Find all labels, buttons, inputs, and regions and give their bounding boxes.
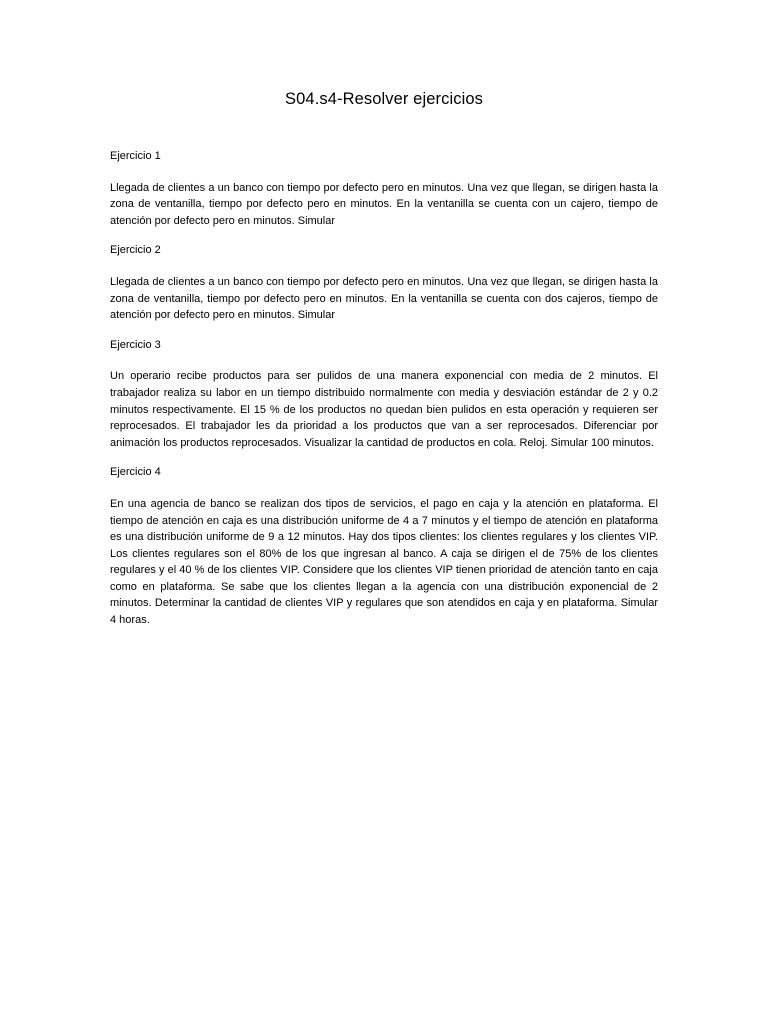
exercise-heading: Ejercicio 4 [110,466,161,479]
exercise-2 [110,242,658,323]
document-body [110,148,658,642]
exercise-4 [110,464,658,628]
exercise-heading: Ejercicio 2 [110,244,161,257]
exercise-heading: Ejercicio 3 [110,338,161,351]
exercise-1 [110,148,658,229]
exercise-text: Llegada de clientes a un banco con tiempo por defecto pero en minutos. Una vez que llegan, se dirigen hasta la zona de ventanilla, tiempo por defecto pero en minutos. En la ventanilla se cuenta con dos cajeros, tiempo de atención por defecto pero en minutos. Simular [110,275,658,322]
exercise-text: Llegada de clientes a un banco con tiempo por defecto pero en minutos. Una vez que llegan, se dirigen hasta la zona de ventanilla, tiempo por defecto pero en minutos. En la ventanilla se cuenta con un cajero, tiempo de atención por defecto pero en minutos. Simular [110,181,658,227]
exercise-text: Un operario recibe productos para ser pulidos de una manera exponencial con media de 2 minutos. El trabajador realiza su labor en un tiempo distribuido normalmente con media y desviación estándar de 2 y 0.2 minutos respectivamente. El 15 % de los productos no quedan bien pulidos en esta operación y requieren ser reprocesados. El trabajador les da prioridad a los productos que van a ser reprocesados. Diferenciar por animación los productos reprocesados. Visualizar la cantidad de productos en cola. Reloj. Simular 100 minutos. [110,370,658,449]
exercise-heading: Ejercicio 1 [110,150,161,162]
exercise-text: En una agencia de banco se realizan dos tipos de servicios, el pago en caja y la atención en plataforma. El tiempo de atención en caja es una distribución uniforme de 4 a 7 minutos y el tiempo de atención en plataforma es una distribución uniforme de 9 a 12 minutos. Hay dos tipos clientes: los clientes regulares y los clientes VIP. Los clientes regulares son el 80% de los que ingresan al banco. A caja se dirigen el de 75% de los clientes regulares y el 40 % de los clientes VIP. Considere que los clientes VIP tienen prioridad de atención tanto en caja como en plataforma. Se sabe que los clientes llegan a la agencia con una distribución exponencial de 2 minutos. Determinar la cantidad de clientes VIP y regulares que son atendidos en caja y en plataforma. Simular 4 horas. [110,497,658,627]
document-title: S04.s4-Resolver ejercicios [285,90,483,108]
exercise-3 [110,337,658,452]
